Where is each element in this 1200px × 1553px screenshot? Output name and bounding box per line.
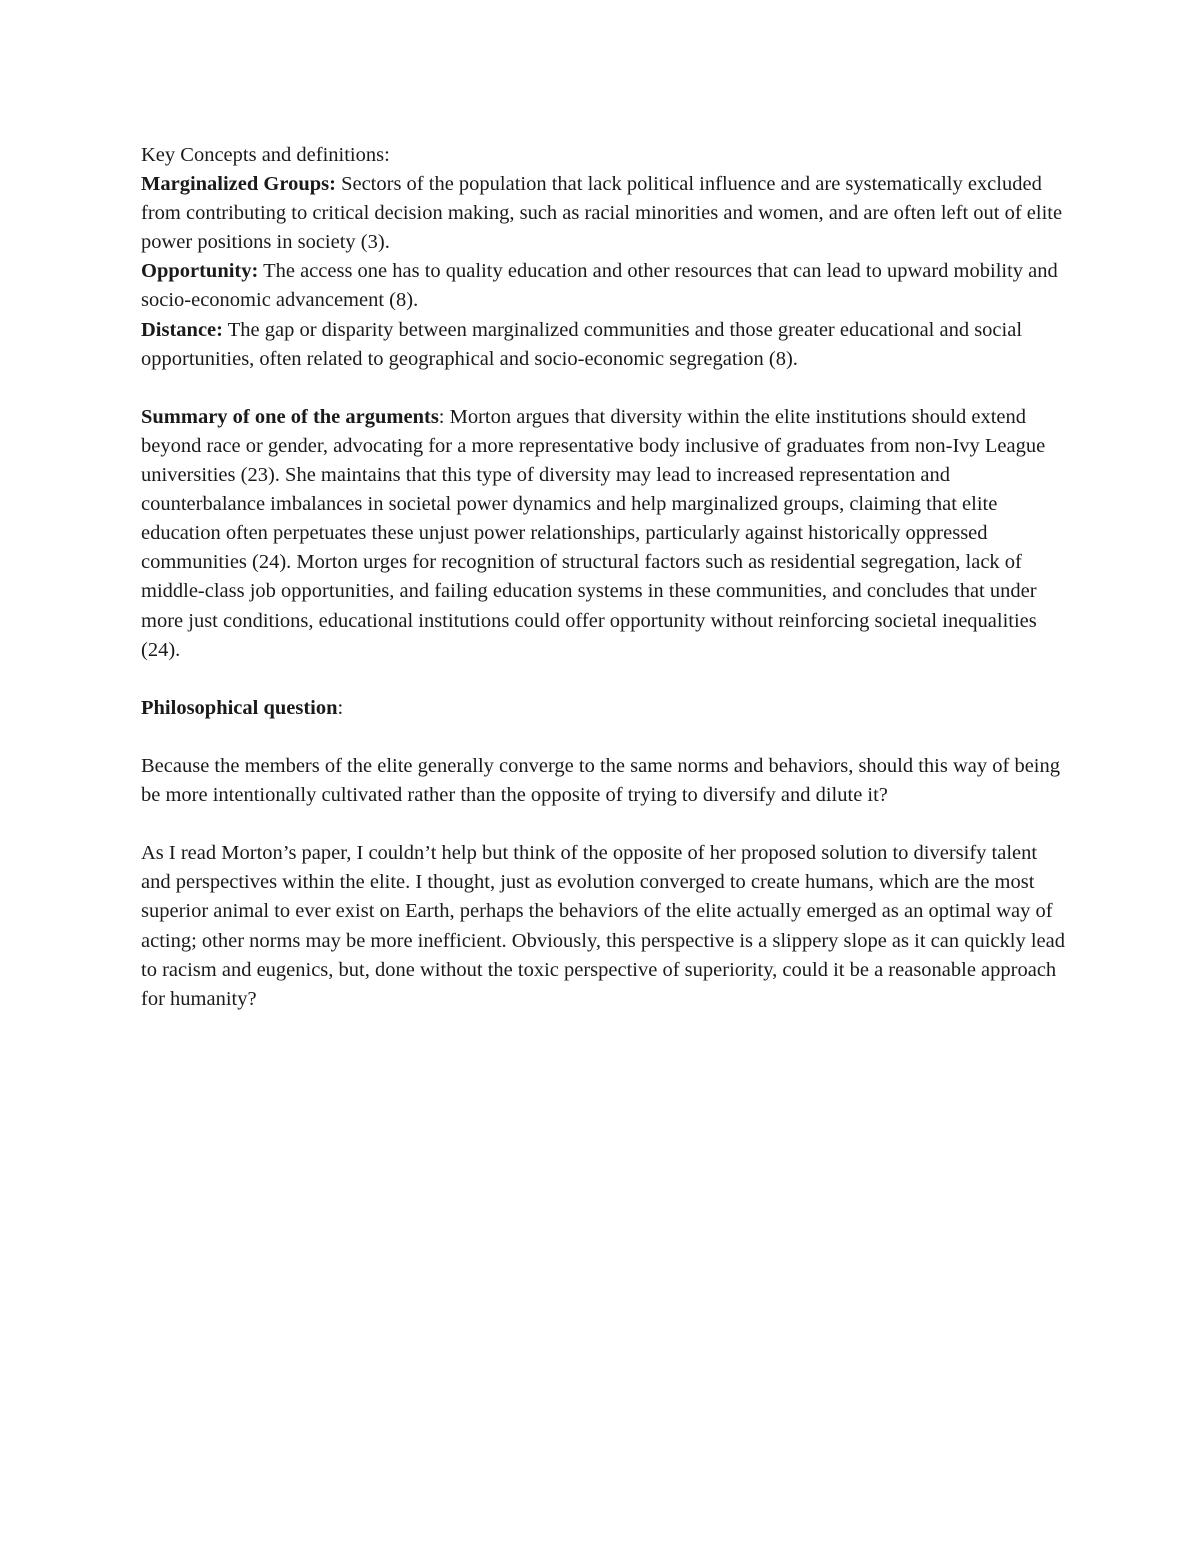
question-label: Philosophical question — [141, 696, 338, 719]
spacer — [141, 723, 1066, 752]
summary-paragraph — [141, 403, 1066, 665]
definition-marginalized-groups — [141, 170, 1066, 257]
question-paragraph-1: Because the members of the elite generally converge to the same norms and behaviors, should this way of being be more intentionally cultivated rather than the opposite of trying to diversify and dilute it? — [141, 754, 1061, 807]
spacer — [141, 665, 1066, 694]
definition-term: Distance: — [141, 318, 223, 341]
document-page — [141, 141, 1066, 1014]
section-heading-key-concepts: Key Concepts and definitions: — [141, 144, 390, 166]
question-paragraph-2: As I read Morton’s paper, I couldn’t help but think of the opposite of her proposed solution to diversify talent and perspectives within the elite. I thought, just as evolution converged to create humans, which are the most superior animal to ever exist on Earth, perhaps the behaviors of the elite actually emerged as an optimal way of acting; other norms may be more inefficient. Obviously, this perspective is a slippery slope as it can quickly lead to racism and eugenics, but, done without the toxic perspective of superiority, could it be a reasonable approach for humanity? — [141, 842, 1065, 1010]
definition-text: The access one has to quality education and other resources that can lead to upward mobility and socio-economic advancement (8). — [141, 260, 1058, 312]
definition-opportunity — [141, 257, 1066, 315]
question-suffix: : — [337, 696, 344, 719]
definition-distance — [141, 316, 1066, 374]
summary-text: : Morton argues that diversity within the elite institutions should extend beyond race or gender, advocating for a more representative body inclusive of graduates from non-Ivy League universities (23). She maintains that this type of diversity may lead to increased representation and counterbalance imbalances in societal power dynamics and help marginalized groups, claiming that elite education often perpetuates these unjust power relationships, particularly against historically oppressed communities (24). Morton urges for recognition of structural factors such as residential segregation, lack of middle-class job opportunities, and failing education systems in these communities, and concludes that under more just conditions, educational institutions could offer opportunity without reinforcing societal inequalities (24). — [141, 405, 1046, 661]
definition-text: The gap or disparity between marginalized communities and those greater educational and social opportunities, often related to geographical and socio-economic segregation (8). — [141, 318, 1023, 370]
question-heading — [141, 694, 1066, 723]
summary-label: Summary of one of the arguments — [141, 405, 439, 428]
definition-text: Sectors of the population that lack political influence and are systematically excluded from contributing to critical decision making, such as racial minorities and women, and are often left out of elite power positions in society (3). — [141, 173, 1063, 254]
spacer — [141, 374, 1066, 403]
definition-term: Marginalized Groups: — [141, 173, 336, 196]
spacer — [141, 810, 1066, 839]
definition-term: Opportunity: — [141, 260, 259, 283]
